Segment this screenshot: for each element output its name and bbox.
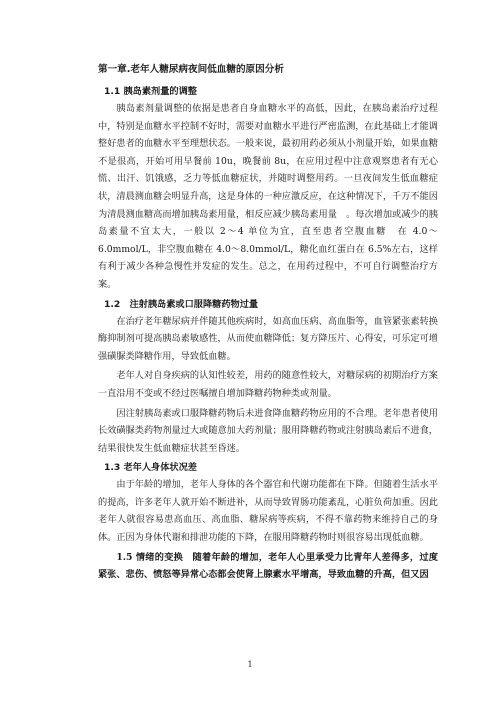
page-number: 1 (247, 660, 253, 669)
section-1-1-paragraph: 胰岛素剂量调整的依据是患者自身血糖水平的高低，因此，在胰岛素治疗过程中，特别是血糖水平控制不好时，需要对血糖水平进行严密监测，在此基础上才能调整好患者的血糖水平至理想状态。一般来说，最初用药必须从小剂量开始，如果血糖不是很高，开始可用早餐前 10u，晚餐前 8u，在应用过程中注意观察患者有无心慌、出汗、饥饿感，乏力等低血糖症状，并随时调整用药。一旦夜间发生低血糖症状，清晨测血糖会明显升高，这是身体的一种应激反应，在这种情况下，千万不能因为清晨测血糖高而增加胰岛素用量，相反应减少胰岛素用量 。每次增加或减少的胰岛素量不宜太大，一般以 2～4 单位为宜，直至患者空腹血糖 在 4.0～6.0mmol/L，非空腹血糖在 4.0～8.0mmol/L，糖化血红蛋白在 6.5%左右，这样有利于减少各种急慢性并发症的发生。总之，在用药过程中，不可自行调整治疗方案。 (98, 103, 438, 290)
section-1-1-heading: 1.1 胰岛素剂量的调整 (104, 86, 197, 97)
section-1-5-paragraph: 1.5 情绪的变换 随着年龄的增加，老年人心里承受力比青年人差得多，过度紧张、悲伤、愤怒等异常心态都会使肾上腺素水平增高，导致血糖的升高，但又因 (98, 551, 438, 581)
section-1-2-heading: 1.2 注射胰岛素或口服降糖药物过量 (104, 298, 259, 310)
page-content (98, 62, 438, 584)
section-1-3-heading: 1.3 老年人身体状况差 (104, 462, 197, 474)
chapter-title: 第一章.老年人糖尿病夜间低血糖的原因分析 (98, 64, 284, 75)
section-1-2-paragraph-1: 在治疗老年糖尿病并伴随其他疾病时，如高血压病、高血脂等，血管紧张素转换酶抑制剂可提高胰岛素敏感性，从而使血糖降低；复方降压片、心得安，可乐定可增强磺脲类降糖作用，导致低血糖。 (98, 315, 438, 362)
section-1-2-paragraph-3: 因注射胰岛素或口服降糖药物后未进食降血糖药物应用的不合理。老年患者使用长效磺脲类药物剂量过大或随意加大药剂量；服用降糖药物或注射胰岛素后不进食，结果很快发生低血糖症状甚至昏迷。 (98, 407, 438, 454)
section-1-3-paragraph: 由于年龄的增加，老年人身体的各个器官和代谢功能都在下降。但随着生活水平的提高，许多老年人就开始不断进补，从而导致胃肠功能紊乱，心脏负荷加重。因此老年人就很容易患高血压、高血脂、糖尿病等疾病，不得不靠药物来维持自己的身体。正因为身体代谢和排泄功能的下降，在服用降糖药物时则很容易出现低血糖。 (98, 479, 438, 544)
section-1-2-paragraph-2: 老年人对自身疾病的认知性较差，用药的随意性较大，对糖尿病的初期治疗方案一直沿用不变或不经过医嘱擅自增加降糖药物种类或剂量。 (98, 370, 438, 399)
